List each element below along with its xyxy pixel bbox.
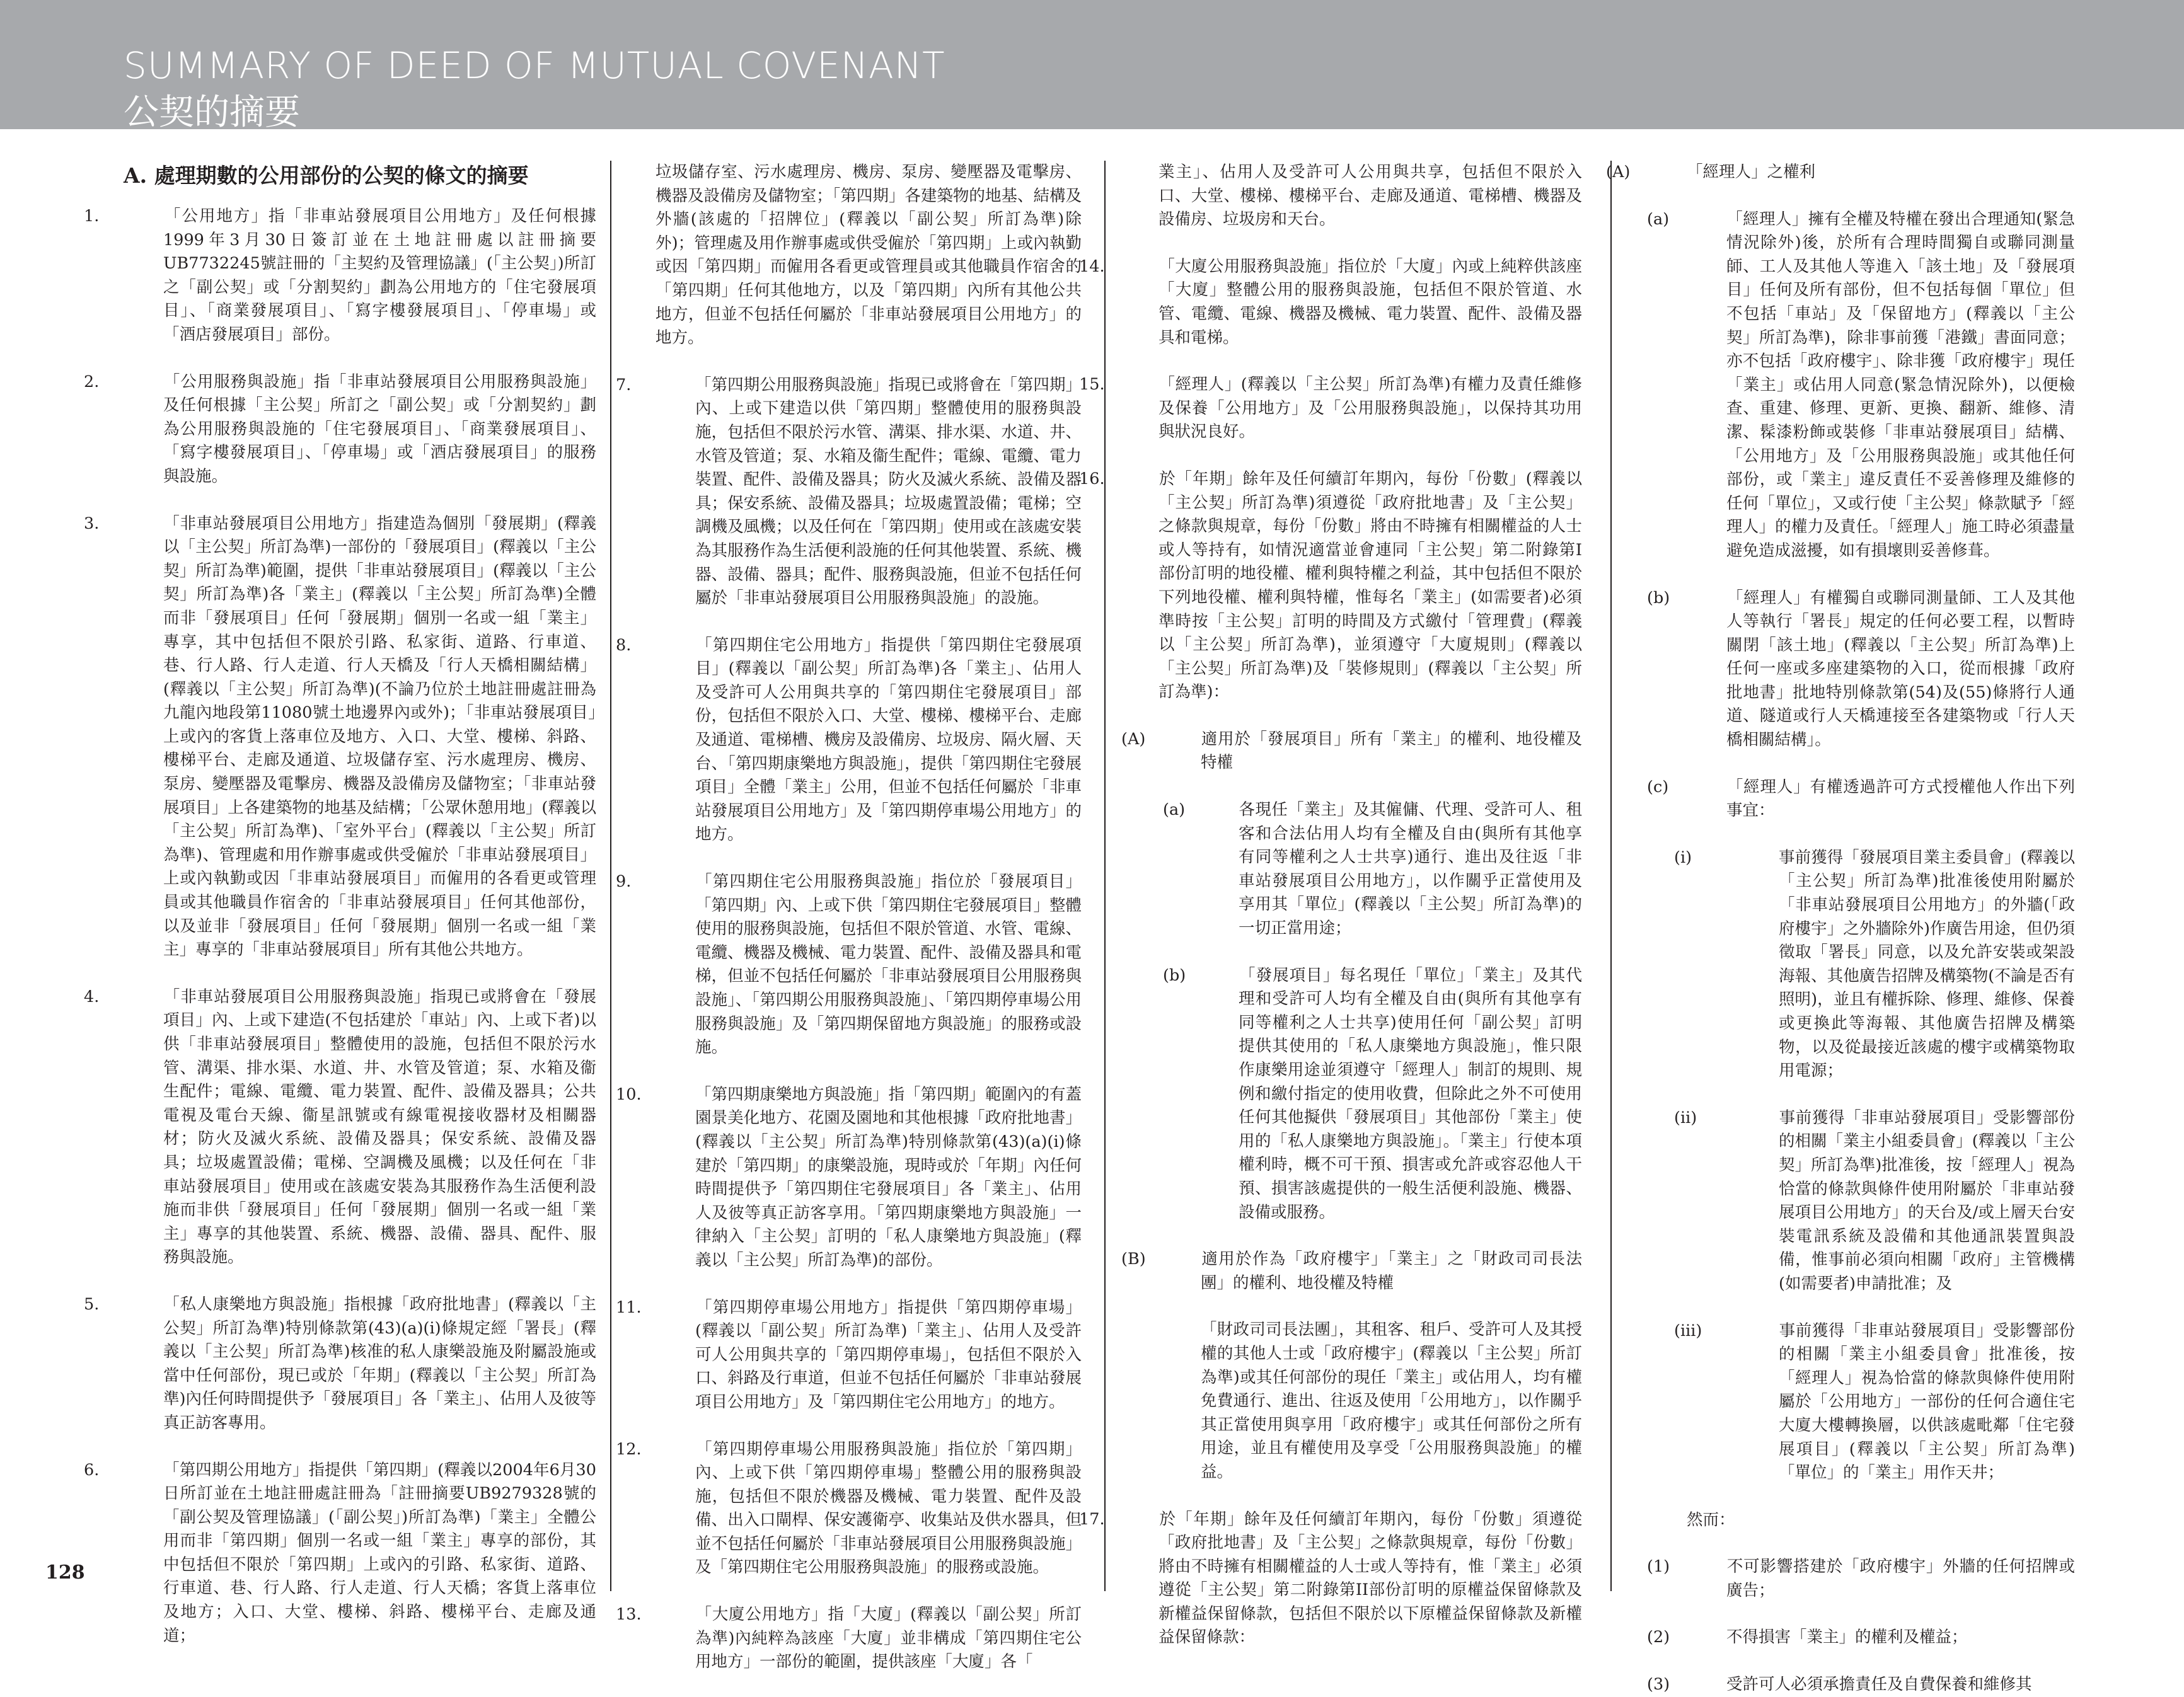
sub-clause-body: 「財政司司長法團」，其租客、租戶、受許可人及其授權的其他人士或「政府樓宇」(釋義以「主公契」所訂為準)或其任何部份的現任「業主」或佔用人，均有權免費通行、進出、往返及使用「公用地方」，以作關乎其正當使用與享用「政府樓宇」或其任何部份之所有用途，並且有權使用及享受「公用服務與設施」的權益。 xyxy=(1201,1320,1582,1481)
clause-number: 7. xyxy=(616,375,632,394)
clause xyxy=(616,374,1082,611)
text-column-2 xyxy=(616,161,1082,1672)
clause-text: 「經理人」(釋義以「主公契」所訂為準)有權力及責任維修及保養「公用地方」及「公用服務與設施」，以保持其功用與狀況良好。 xyxy=(1158,375,1582,442)
sub-item xyxy=(1646,776,2075,823)
clause-text: 「公用地方」指「非車站發展項目公用地方」及任何根據1999年3月30日簽訂並在土地註冊處以註冊摘要UB7732245號註冊的「主契約及管理協議」(「主公契」)所訂之「副公契」或「分割契約」劃為公用地方的「住宅發展項目」、「商業發展項目」、「寫字樓發展項目」、「停車場」或「酒店發展項目」部份。 xyxy=(163,207,596,344)
clause-number: 11. xyxy=(616,1297,642,1317)
clause xyxy=(84,205,596,347)
clause xyxy=(84,986,596,1270)
clause xyxy=(1079,373,1582,444)
clause-text: 於「年期」餘年及任何續訂年期內，每份「份數」須遵從「政府批地書」及「主公契」之條款與規章，每份「份數」將由不時擁有相關權益的人士或人等持有，惟「業主」必須遵從「主公契」第二附錄第II部份訂明的原權益保留條款及新權益保留條款，包括但不限於以下原權益保留條款及新權益保留條款： xyxy=(1158,1509,1582,1647)
sub-clause-number: (A) xyxy=(1606,163,1631,181)
sub-clause-number: (A) xyxy=(1121,729,1146,749)
clause-number: 13. xyxy=(616,1605,642,1625)
column-divider xyxy=(1610,161,1612,1591)
roman-item-text: 事前獲得「非車站發展項目」受影響部份的相關「業主小組委員會」批准後，按「經理人」視為恰當的條款與條件使用附屬於「公用地方」一部份的任何合適住宅大廈大樓轉換層，以供該處毗鄰「住宅發展項目」(釋義以「主公契」所訂為準)「單位」的「業主」用作天井； xyxy=(1779,1321,2075,1483)
clause-text: 「大廈公用服務與設施」指位於「大廈」內或上純粹供該座「大廈」整體公用的服務與設施，包括但不限於管道、水管、電纜、電線、機器及機械、電力裝置、配件、設備及器具和電梯。 xyxy=(1158,256,1582,347)
sub-clause-text: 「經理人」之權利 xyxy=(1687,163,1816,181)
clause xyxy=(616,634,1082,847)
page-number: 128 xyxy=(45,1562,85,1584)
clause-text: 「大廈公用地方」指「大廈」(釋義以「副公契」所訂為準)內純粹為該座「大廈」並非構成「第四期住宅公用地方」一部份的範圍，提供該座「大廈」各「 xyxy=(695,1605,1082,1672)
clause-number: 3. xyxy=(84,514,100,533)
section-heading: A. 處理期數的公用部份的公契的條文的摘要 xyxy=(124,163,529,188)
sub-clause xyxy=(1119,1248,1582,1295)
roman-item xyxy=(1646,1320,2075,1485)
sub-item-number: (a) xyxy=(1647,209,1670,229)
clause-text: 「公用服務與設施」指「非車站發展項目公用服務與設施」及任何根據「主公契」所訂之「副公契」或「分割契約」劃為公用服務與設施的「住宅發展項目」、「商業發展項目」、「寫字樓發展項目」、「停車場」或「酒店發展項目」的服務與設施。 xyxy=(163,372,596,486)
sub-item-text: 「經理人」擁有全權及特權在發出合理通知(緊急情況除外)後，於所有合理時間獨自或聯同測量師、工人及其他人等進入「該土地」及「發展項目」任何及所有部份，但不包括每個「單位」但不包括「車站」及「保留地方」(釋義以「主公契」所訂為準)，除非事前獲「港鐵」書面同意；亦不包括「政府樓宇」、除非獲「政府樓宇」現任「業主」或佔用人同意(緊急情況除外)，以便檢查、重建、修理、更新、更換、翻新、維修、清潔、髹漆粉飾或裝修「非車站發展項目」結構、「公用地方」及「公用服務與設施」或其他任何部份，或「業主」違反責任不妥善修理及維修的任何「單位」，又或行使「主公契」條款賦予「經理人」的權力及責任。「經理人」施工時必須盡量避免造成滋擾，如有損壞則妥善修葺。 xyxy=(1726,209,2075,560)
sub-item-text: 「經理人」有權透過許可方式授權他人作出下列事宜： xyxy=(1726,777,2075,820)
sub-item-number: (b) xyxy=(1647,588,1670,607)
roman-item-text: 事前獲得「發展項目業主委員會」(釋義以「主公契」所訂為準)批准後使用附屬於「非車站發展項目公用地方」的外牆(「政府樓宇」之外牆除外)作廣告用途，但仍須徵取「署長」同意，以及允許安裝或架設海報、其他廣告招牌及構築物(不論是否有照明)，並且有權拆除、修理、維修、保養或更換此等海報、其他廣告招牌及構築物，以及從最接近該處的樓宇或構築物取用電源； xyxy=(1779,848,2075,1081)
header-title-en: SUMMARY OF DEED OF MUTUAL COVENANT xyxy=(124,44,945,87)
sub-clause-text: 適用於作為「政府樓宇」「業主」之「財政司司長法團」的權利、地役權及特權 xyxy=(1201,1250,1582,1292)
proviso-text: 不得損害「業主」的權利及權益； xyxy=(1726,1628,1968,1647)
clause-number: 6. xyxy=(84,1460,100,1480)
clause xyxy=(84,1459,596,1648)
proviso xyxy=(1646,1626,2075,1650)
sub-item xyxy=(1646,208,2075,563)
clause-text: 「第四期住宅公用服務與設施」指位於「發展項目」「第四期」內、上或下供「第四期住宅發展項目」整體使用的服務與設施，包括但不限於管道、水管、電線、電纜、機器及機械、電力裝置、配件、設備及器具和電梯，但並不包括任何屬於「非車站發展項目公用服務與設施」、「第四期公用服務與設施」、「第四期停車場公用服務與設施」及「第四期保留地方與設施」的服務或設施。 xyxy=(695,872,1082,1057)
clause xyxy=(1079,1508,1582,1650)
clause xyxy=(1079,468,1582,705)
clause-text: 「第四期停車場公用地方」指提供「第四期停車場」(釋義以「副公契」所訂為準)「業主」、佔用人及受許可人公用與共享的「第四期停車場」，包括但不限於入口、斜路及行車道，但並不包括任何屬於「非車站發展項目公用地方」及「第四期住宅公用地方」的地方。 xyxy=(695,1297,1082,1412)
proviso xyxy=(1646,1673,2075,1697)
clause-number: 2. xyxy=(84,372,100,391)
clause-text: 「第四期康樂地方與設施」指「第四期」範圍內的有蓋園景美化地方、花園及園地和其他根據「政府批地書」(釋義以「主公契」所訂為準)特別條款第(43)(a)(i)條建於「第四期」的康樂設施，現時或於「年期」內任何時間提供予「第四期住宅發展項目」各「業主」、佔用人及彼等真正訪客享用。「第四期康樂地方與設施」一律納入「主公契」訂明的「私人康樂地方與設施」(釋義以「主公契」所訂為準)的部份。 xyxy=(695,1084,1082,1270)
roman-item-number: (ii) xyxy=(1674,1108,1697,1127)
clause-number: 17. xyxy=(1079,1509,1105,1529)
sub-clause-number: (B) xyxy=(1121,1250,1146,1269)
sub-clause xyxy=(1606,161,2075,185)
roman-item xyxy=(1646,1107,2075,1296)
roman-item-text: 事前獲得「非車站發展項目」受影響部份的相關「業主小組委員會」(釋義以「主公契」所訂為準)批准後，按「經理人」視為恰當的條款與條件使用附屬於「非車站發展項目公用地方」的天台及/或上層天台安裝電訊系統及設備和其他通訊裝置與設備，惟事前必須向相關「政府」主管機構(如需要者)申請批准；及 xyxy=(1779,1108,2075,1293)
clause-number: 16. xyxy=(1079,469,1105,488)
sub-item-text: 「發展項目」每名現任「單位」「業主」及其代理和受許可人均有全權及自由(與所有其他享有同等權利之人士共享)使用任何「副公契」訂明提供其使用的「私人康樂地方與設施」，惟只限作康樂用途並須遵守「經理人」制訂的規則、規例和繳付指定的使用收費，但除此之外不可使用任何其他擬供「發展項目」其他部份「業主」使用的「私人康樂地方與設施」。「業主」行使本項權利時，概不可干預、損害或允許或容忍他人干預、損害該處提供的一般生活便利設施、機器、設備或服務。 xyxy=(1239,965,1582,1222)
roman-item xyxy=(1646,846,2075,1083)
clause-text: 於「年期」餘年及任何續訂年期內，每份「份數」(釋義以「主公契」所訂為準)須遵從「政府批地書」及「主公契」之條款與規章，每份「份數」將由不時擁有相關權益的人士或人等持有，如情況適當並會連同「主公契」第二附錄第I部份訂明的地役權、權利與特權之利益，其中包括但不限於下列地役權、權利與特權，惟每名「業主」(如需要者)必須準時按「主公契」訂明的時間及方式繳付「管理費」(釋義以「主公契」所訂為準)，並須遵守「大廈規則」(釋義以「主公契」所訂為準)及「裝修規則」(釋義以「主公契」所訂為準)： xyxy=(1158,469,1582,702)
clause xyxy=(616,1296,1082,1415)
page-header xyxy=(0,0,2184,133)
sub-item xyxy=(1119,964,1582,1225)
sub-item-number: (c) xyxy=(1647,777,1669,797)
clause xyxy=(616,1603,1082,1674)
clause-number: 5. xyxy=(84,1294,100,1314)
sub-item-number: (b) xyxy=(1163,965,1186,985)
clause-number: 14. xyxy=(1079,256,1105,276)
clause xyxy=(1079,255,1582,350)
proviso-text: 不可影響搭建於「政府樓宇」外牆的任何招牌或廣告； xyxy=(1726,1557,2075,1600)
continued-text: 業主」、佔用人及受許可人公用與共享，包括但不限於入口、大堂、樓梯、樓梯平台、走廊及通道、電梯槽、機器及設備房、垃圾房和天台。 xyxy=(1158,163,1582,229)
roman-item-number: (iii) xyxy=(1674,1321,1702,1340)
column-divider xyxy=(610,161,611,1591)
clause-number: 10. xyxy=(616,1084,642,1104)
proviso-number: (2) xyxy=(1647,1628,1670,1647)
clause-number: 8. xyxy=(616,635,632,655)
clause xyxy=(84,512,596,962)
clause-text: 「第四期公用地方」指提供「第四期」(釋義以2004年6月30日所訂並在土地註冊處註冊為「註冊摘要UB9279328號的「副公契及管理協議」(「副公契」)所訂為準)「業主」全體公用而非「第四期」個別一名或一組「業主」專享的部份，其中包括但不限於「第四期」上或內的引路、私家街、道路、行車道、巷、行人路、行人走道、行人天橋；客貨上落車位及地方；入口、大堂、樓梯、斜路、樓梯平台、走廊及通道； xyxy=(163,1460,596,1645)
clause xyxy=(84,1293,596,1435)
sub-clause xyxy=(1119,728,1582,775)
text-column-3 xyxy=(1079,161,1582,1647)
text-column-4 xyxy=(1606,161,2075,1694)
sub-item-number: (a) xyxy=(1163,800,1186,820)
clause xyxy=(616,870,1082,1060)
clause-number: 9. xyxy=(616,872,632,892)
clause xyxy=(84,371,596,489)
sub-item xyxy=(1646,587,2075,752)
continued-text: 垃圾儲存室、污水處理房、機房、泵房、變壓器及電擊房、機器及設備房及儲物室；「第四期」各建築物的地基、結構及外牆(該處的「招牌位」(釋義以「副公契」所訂為準)除外)；管理處及用作辦事處或供受僱於「第四期」上或內執勤或因「第四期」而僱用各看更或管理員或其他職員作宿舍的「第四期」任何其他地方，以及「第四期」內所有其他公共地方，但並不包括任何屬於「非車站發展項目公用地方」的地方。 xyxy=(656,163,1082,348)
proviso xyxy=(1646,1555,2075,1602)
roman-item-number: (i) xyxy=(1674,848,1692,867)
clause-number: 15. xyxy=(1079,375,1105,394)
clause-number: 4. xyxy=(84,987,100,1006)
sub-item-text: 「經理人」有權獨自或聯同測量師、工人及其他人等執行「署長」規定的任何必要工程，以暫時關閉「該土地」(釋義以「主公契」所訂為準)上任何一座或多座建築物的入口，從而根據「政府批地書」批地特別條款第(54)及(55)條將行人通道、隧道或行人天橋連接至各建築物或「行人天橋相關結構」。 xyxy=(1726,588,2075,750)
clause-number: 1. xyxy=(84,207,100,226)
clause xyxy=(616,1083,1082,1273)
text-column-1 xyxy=(84,161,596,1645)
sub-item xyxy=(1119,798,1582,941)
proviso-number: (3) xyxy=(1647,1675,1670,1694)
clause-text: 「非車站發展項目公用服務與設施」指現已或將會在「發展項目」內、上或下建造(不包括建於「車站」內、上或下者)以供「非車站發展項目」整體使用的設施，包括但不限於污水管、溝渠、排水渠、水道、井、水管及管道；泵、水箱及衞生配件；電線、電纜、電力裝置、配件、設備及器具；公共電視及電台天線、衞星訊號或有線電視接收器材及相關器材；防火及滅火系統、設備及器具；保安系統、設備及器具；垃圾處置設備；電梯、空調機及風機；以及任何在「非車站發展項目」使用或在該處安裝為其服務作為生活便利設施而非供「發展項目」任何「發展期」個別一名或一組「業主」專享的其他裝置、系統、機器、設備、器具、配件、服務與設施。 xyxy=(163,987,596,1267)
clause xyxy=(616,1438,1082,1580)
clause-text: 「私人康樂地方與設施」指根據「政府批地書」(釋義以「主公契」所訂為準)特別條款第(43)(a)(i)條規定經「署長」(釋義以「主公契」所訂為準)核准的私人康樂設施及附屬設施或當中任何部份，現已或於「年期」(釋義以「主公契」所訂為準)內任何時間提供予「發展項目」各「業主」、佔用人及彼等真正訪客專用。 xyxy=(163,1294,596,1432)
clause-number: 12. xyxy=(616,1439,642,1459)
however-label: 然而： xyxy=(1687,1510,1735,1529)
clause-text: 「第四期停車場公用服務與設施」指位於「第四期」內、上或下供「第四期停車場」整體公用的服務與設施，包括但不限於機器及機械、電力裝置、配件及設備、出入口閘桿、保安護衛亭、收集站及供水器具，但並不包括任何屬於「非車站發展項目公用服務與設施」及「第四期住宅公用服務與設施」的服務或設施。 xyxy=(695,1439,1082,1577)
clause-text: 「非車站發展項目公用地方」指建造為個別「發展期」(釋義以「主公契」所訂為準)一部份的「發展項目」(釋義以「主公契」所訂為準)範圍，提供「非車站發展項目」(釋義以「主公契」所訂為準)各「業主」(釋義以「主公契」所訂為準)全體而非「發展項目」任何「發展期」個別一名或一組「業主」專享，其中包括但不限於引路、私家街、道路、行車道、巷、行人路、行人走道、行人天橋及「行人天橋相關結構」(釋義以「主公契」所訂為準)(不論乃位於土地註冊處註冊為九龍內地段第11080號土地邊界內或外)；「非車站發展項目」上或內的客貨上落車位及地方、入口、大堂、樓梯、斜路、樓梯平台、走廊及通道、垃圾儲存室、污水處理房、機房、泵房、變壓器及電擊房、機器及設備房及儲物室；「非車站發展項目」上各建築物的地基及結構；「公眾休憩用地」(釋義以「主公契」所訂為準)、「室外平台」(釋義以「主公契」所訂為準)、管理處和用作辦事處或供受僱於「非車站發展項目」上或內執勤或因「非車站發展項目」而僱用的各看更或管理員或其他職員作宿舍的「非車站發展項目」任何其他部份，以及並非「發展項目」任何「發展期」個別一名或一組「業主」專享的「非車站發展項目」所有其他公共地方。 xyxy=(163,514,596,960)
header-title-zh: 公契的摘要 xyxy=(124,92,300,133)
sub-item-text: 各現任「業主」及其僱傭、代理、受許可人、租客和合法佔用人均有全權及自由(與所有其他享有同等權利之人士共享)通行、進出及往返「非車站發展項目公用地方」，以作關乎正當使用及享用其「單位」(釋義以「主公契」所訂為準)的一切正當用途； xyxy=(1239,800,1582,938)
proviso-number: (1) xyxy=(1647,1557,1670,1577)
clause-text: 「第四期公用服務與設施」指現已或將會在「第四期」內、上或下建造以供「第四期」整體使用的服務與設施，包括但不限於污水管、溝渠、排水渠、水道、井、水管及管道；泵、水箱及衞生配件；電線、電纜、電力裝置、配件、設備及器具；防火及滅火系統、設備及器具；保安系統、設備及器具；垃圾處置設備；電梯；空調機及風機；以及任何在「第四期」使用或在該處安裝為其服務作為生活便利設施的任何其他裝置、系統、機器、設備、器具；配件、服務與設施，但並不包括任何屬於「非車站發展項目公用服務與設施」的設施。 xyxy=(695,375,1082,608)
proviso-text: 受許可人必須承擔責任及自費保養和維修其 xyxy=(1726,1675,2032,1694)
sub-clause-text: 適用於「發展項目」所有「業主」的權利、地役權及特權 xyxy=(1201,729,1582,773)
clause-text: 「第四期住宅公用地方」指提供「第四期住宅發展項目」(釋義以「副公契」所訂為準)各「業主」、佔用人及受許可人公用與共享的「第四期住宅發展項目」部份，包括但不限於入口、大堂、樓梯、樓梯平台、走廊及通道、電梯槽、機房及設備房、垃圾房、隔火層、天台、「第四期康樂地方與設施」，提供「第四期住宅發展項目」全體「業主」公用，但並不包括任何屬於「非車站發展項目公用地方」及「第四期停車場公用地方」的地方。 xyxy=(695,635,1082,844)
